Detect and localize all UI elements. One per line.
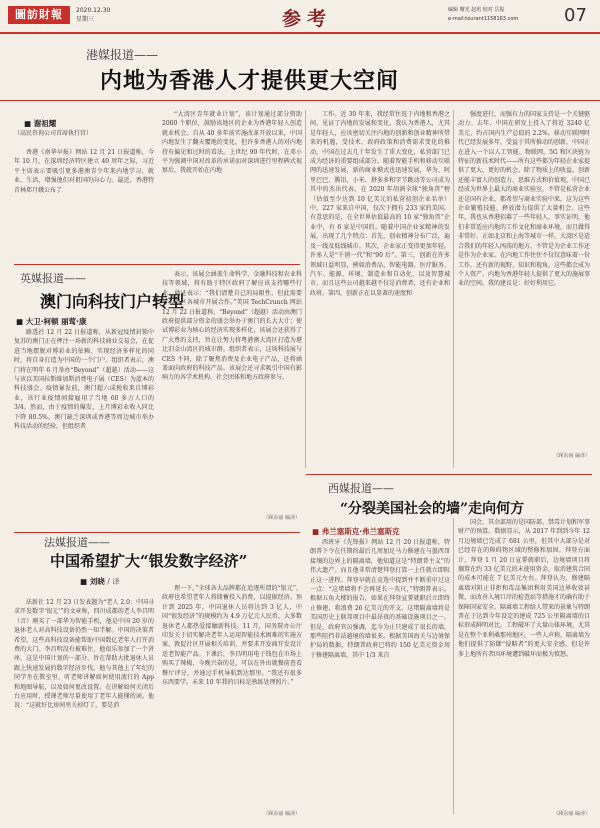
page-number: 07: [564, 5, 587, 26]
article1-col2: “大湾区青年就业计划”，该计划通过部分资助 2000 个职位，鼓励该地区的企业为香港年轻人创造就业机会。自从 40 多年前实施改革开放以来，中国内地发生了翻天覆地的变化，但许多香港人的对内地持有偏见和过时的看法。上世纪 90 年代时，在邓小平为强调中国对改革的承诺而对深圳进行里程碑式视察后，我就开始在内地: [162, 111, 302, 175]
article3-col1: 法新社 12 月 23 日发表题为“老人 2.0：中国寻求开发数字‘银元’”的文章称，四川成都的老人李昌明（音）刚买了一部华为智能手机，他是中国 20 岁的退休老人对高科技设备仍然一知半解。中国的决策者希望，这些高科技设备能帮助中国数亿老年人打开消费的大门。李昌明没有被难住，他很乐参加了一个讲座，这是中国计划的一部分，旨在帮助大批退休人员跟上快速发展的数字经济步伐。他与其他上了年纪的同学坐在教室里，听老师讲解如何使用流行的 App 和地图导航，以及如何更改设置。在讲解如何关闭后台应用时，授课老师尽量使用了老年人能懂的词。他说：“这就好比房间里关掉灯了，要是消: [14, 599, 154, 710]
article4-credit: （顾东丽 编译）: [553, 811, 590, 817]
article4-headline: “分裂美国社会的墙”走向何方: [340, 501, 525, 517]
article3-credit: （顾东丽 编译）: [263, 811, 300, 817]
issue-weekday: 星期三: [76, 16, 95, 23]
article3-author: ■ 刘晓 / 译: [80, 577, 120, 586]
article1-author-title: （高民咨询公司首席执行官）: [14, 130, 93, 137]
article2-col1: 路透社 12 月 22 日报道称，从新冠疫情封锁中复苏的澳门正在押注一场新的科技商业交易会，在促进当地摆脱对博彩业的依赖、实现经济多样化的同时，将自身打造为中国的一个门户。组织者表示，澳门将在明年 6 月举办“Beyond”（超越）活动——这与该以美国拉斯维加斯消费电子展（CES）为蓝本的科技盛会。疫情暴发前，澳门超六成税收来自博彩业，该行业疫情间接雇用了当地 60 多万人口的 3/4。然而，由于疫情的爆发，上月博彩业收入同比下降 80.5%。澳门缺乏深圳或香港等周边城市举办科技活动的经验，但组织者: [14, 329, 154, 431]
contact-email: e-mail:tourant1158163.com: [448, 16, 519, 22]
section-name: 参考: [282, 8, 333, 30]
article1-col4: 强度进行，而强有力的国家支持是一个关键驱动力。去年，中国在研发上投入了将近 3240 亿美元，约占国内生产总值的 2.2%。移动互联网时代已经发展多年，受益于其所推动的创新，中国正在进入一个以人工智能、物联网、5G 和区块链为特征的新技术时代——所有这些都为年轻企业家提供了更大、更好的机会。除了物质上的收益，创新还能丰富人的创造力、思维方式和价值观，中国已经成为世界上最大的商业实验室，不管是私营企业还是国有企业，都希望与商业实验中来，这为这些企业繁殖技能、释放潜力提供了大量机会。这些年，我也从香港招募了一些年轻人，事实证明，他们非常适应内地的工作文化和商业环境，而且做得非常好。正如北京和上海等城市一样，大湾区是适合我们的年轻人闯荡的地方，不管是为企业工作还是作为企业家。在内地工作往往不仅仅意味着一份工作，还有新的视野、知识和视角，这些都会成为个人资产。内地为香港年轻人提供了更大的施展事业的空间，我的建议是：好好利用它。: [458, 111, 590, 288]
article1-col1: 香港《南华早报》网站 12 月 21 日报道称，今年 10 月，在深圳经济特区建立 40 周年之际，习近平主席表示要吸引更多港澳青少年来内地学习、就业、生活，增强他们对祖国的向心力。最近，香港特首林郑月娥公布了: [14, 149, 154, 194]
article1-headline: 内地为香港人才提供更大空间: [100, 68, 400, 94]
article3-col2: 理一下。”全球各大品牌都在追逐所谓的“银元”，政府也希望老年人将储蓄投入消费，以提振经济。预计到 2025 年，中国退休人员将达到 3 亿人，中国“银发经济”的规模约为 4.9 万亿元人民币，大多数退休老人都热爱接触新科技。11 月，国务院办公厅印发关于切实解决老年人运用智能技术困难的实施方案，敦促社区开展相关培训，并要求开发商开发设计适老智能产品。下课后，李昌明用电子钱包在市场上购买了辣椒，今晚兴奋的是，可以在外出就餐前查看餐厅评分，并通过手机导航到达那里。“我还有很多东西要学。未来 10 年我的目标是熟练处理照片。”: [162, 585, 302, 687]
editors-line: 编辑 曙光 赵培 校对 岳振: [448, 7, 505, 13]
article2-col2: 表示，该展会涵盖生命科学、金融科技和农业科技等领域，将有助于特区政府了解应该支持哪些行业。他还表示：“我们清楚自己的局限性，但此需要与大湾区各城市开展合作。”美国 TechCrunch 网站 12 月 22 日报道称，“Beyond”（超越）活动由澳门政府提供部分资金的盛会举办于澳门的长大大计；使试博彩业为核心的经济实现多样化，该展会还获得了广大粤的支持，旨在让努力将粤港澳大湾区打造为堪比旧金山湾区的城市群。组织者表示，这场科技展与 CES 不同，除了聚焦消费及企业电子产品，还将涵盖面向政府的科技产品。该展会还寻求吸引中国有影响力的各学术机构、社会团体和地方政府参与。: [162, 271, 302, 382]
article4-kicker: 西媒报道——: [328, 482, 394, 495]
column-divider: [453, 110, 454, 468]
article2-headline: 澳门向科技门户转型: [40, 292, 185, 311]
article2-rule: [14, 264, 300, 265]
article1-credit: （顾东丽 编译）: [553, 453, 590, 459]
article4-col2: 国会，其余部用的是国防部、禁毒计划和军事财产的预算。数据显示，从 2017 年到到今年 12 月边境墙已完成了 681 公里，但其中大部分是对已经存在的障碍物区域的整修和加固。拜登方面计，拜登 1 月 20 日宣誓就职后，边境墙项目将搁置在约 33 亿美元的未使用资金，取消建筑合同的成本可能在 7 亿美元左右。拜登认为，修建隔离墙对阻止非拒和毒品集团利用美国边界收效甚微，而改善入境口岸的检查站等措施才的确有助于保障国家安全。隔离墙工程给人带来的景象与特朗普在于达到今年设定的建成 725 公里隔离墙的目标形成鲜明对比。工程破坏了大量山体环境，尤其是在整个亚利桑那州地区。一些人声称，隔离墙为他们提供了防御“侵略者”的更大安全感，但是许多上地所有者因环境遭到破坏而极为愤怒。: [458, 519, 590, 658]
issue-date: 2020.12.30: [76, 7, 111, 14]
article2-author: ■ 大卫·柯顿 丽莺·康: [16, 317, 87, 326]
article4-col1: 西班牙《先锋报》网站 12 月 20 日报道称，特朗普下令在任期的最后几周加足马力修建在与墨西哥接壤的边界上的隔离墙，他知道这是“特朗普主义”的伟大遗产。而且他非常清楚拜登打算一上任就立即阻止这一进程。拜登早就在竞选中提到并不断重申过这一点：“这堵墙将不会再延长一英尺，”特朗普表示。根据五角大楼的报告，如果在拜登宣誓就职后立即终止修建，将浪费 26 亿美元的开支。这堵隔离墙将是美国历史上联邦项目中最昂贵的基础设施项目之一。但是，政府官员强调，迄今为止只建成了很长的墙，那些阻挡非法越境的墙很多。根据美国海关与边境保护局的数据，特朗普政府已将约 150 亿美元资金用于修建隔离墙，其中 1/3 来自: [310, 539, 450, 659]
article3-headline: 中国希望扩大“银发数字经济”: [50, 552, 248, 570]
article3-kicker: 法媒报道——: [44, 536, 110, 549]
newspaper-logo: 圖訪財報: [8, 6, 70, 24]
article1-col3: 工作。近 30 年来，我经常往返于内地和香港之间，见证了内地的发展和变化。我认为香港人，尤其是年轻人，应该密切关注内地的创新和创业精神所带来的机遇，受技术、政府政策和消费需求变化的推动，中国在过去几十年发生了重大变化，私营部门已成为经济的重要组成部分。随着智能手机和移动互联网的迅速发展，新的商业模式也迅速发展，华为、阿里巴巴、腾讯、小米、拼多多和字节跳动等公司成为其中的杰出代表。在 2020 年胡润全球“独角兽”榜（估值至少达到 10 亿美元的私营初创企业名单）中，227 家来自中国，仅次于拥有 233 家的美国。有意思的是，在全世界估值最高的 10 家“独角兽”企业中，有 6 家是中国的。随着中国企业家精神的发展，出现了几个特点：首先，创业精神分布广泛，遍及一线及低线城市。其次，企业家正变得更加年轻，许多人是“千禧一代”和“90 后”。第三，创新在许多领域日益明显，例如消费品、智能电器、医疗服务、汽车、能源、环境、制造业和自动化，以及智慧城市，而且这些公司越来越不仅是消费者，还有企业和政府。第四，创新正在以显著的速度和: [310, 111, 450, 297]
article1-author: ■ 谢祖耀: [24, 119, 57, 128]
article3-rule: [14, 532, 300, 533]
article2-kicker: 英媒报道——: [20, 272, 86, 285]
article1-kicker: 港媒报道——: [86, 48, 159, 62]
column-divider: [453, 518, 454, 814]
article2-credit: （顾东丽 编译）: [263, 515, 300, 521]
article4-author: ■ 弗兰塞斯克·弗兰塞斯克: [312, 527, 400, 536]
article1-rule: [0, 100, 600, 101]
column-divider: [305, 110, 306, 468]
article4-rule: [306, 474, 592, 475]
